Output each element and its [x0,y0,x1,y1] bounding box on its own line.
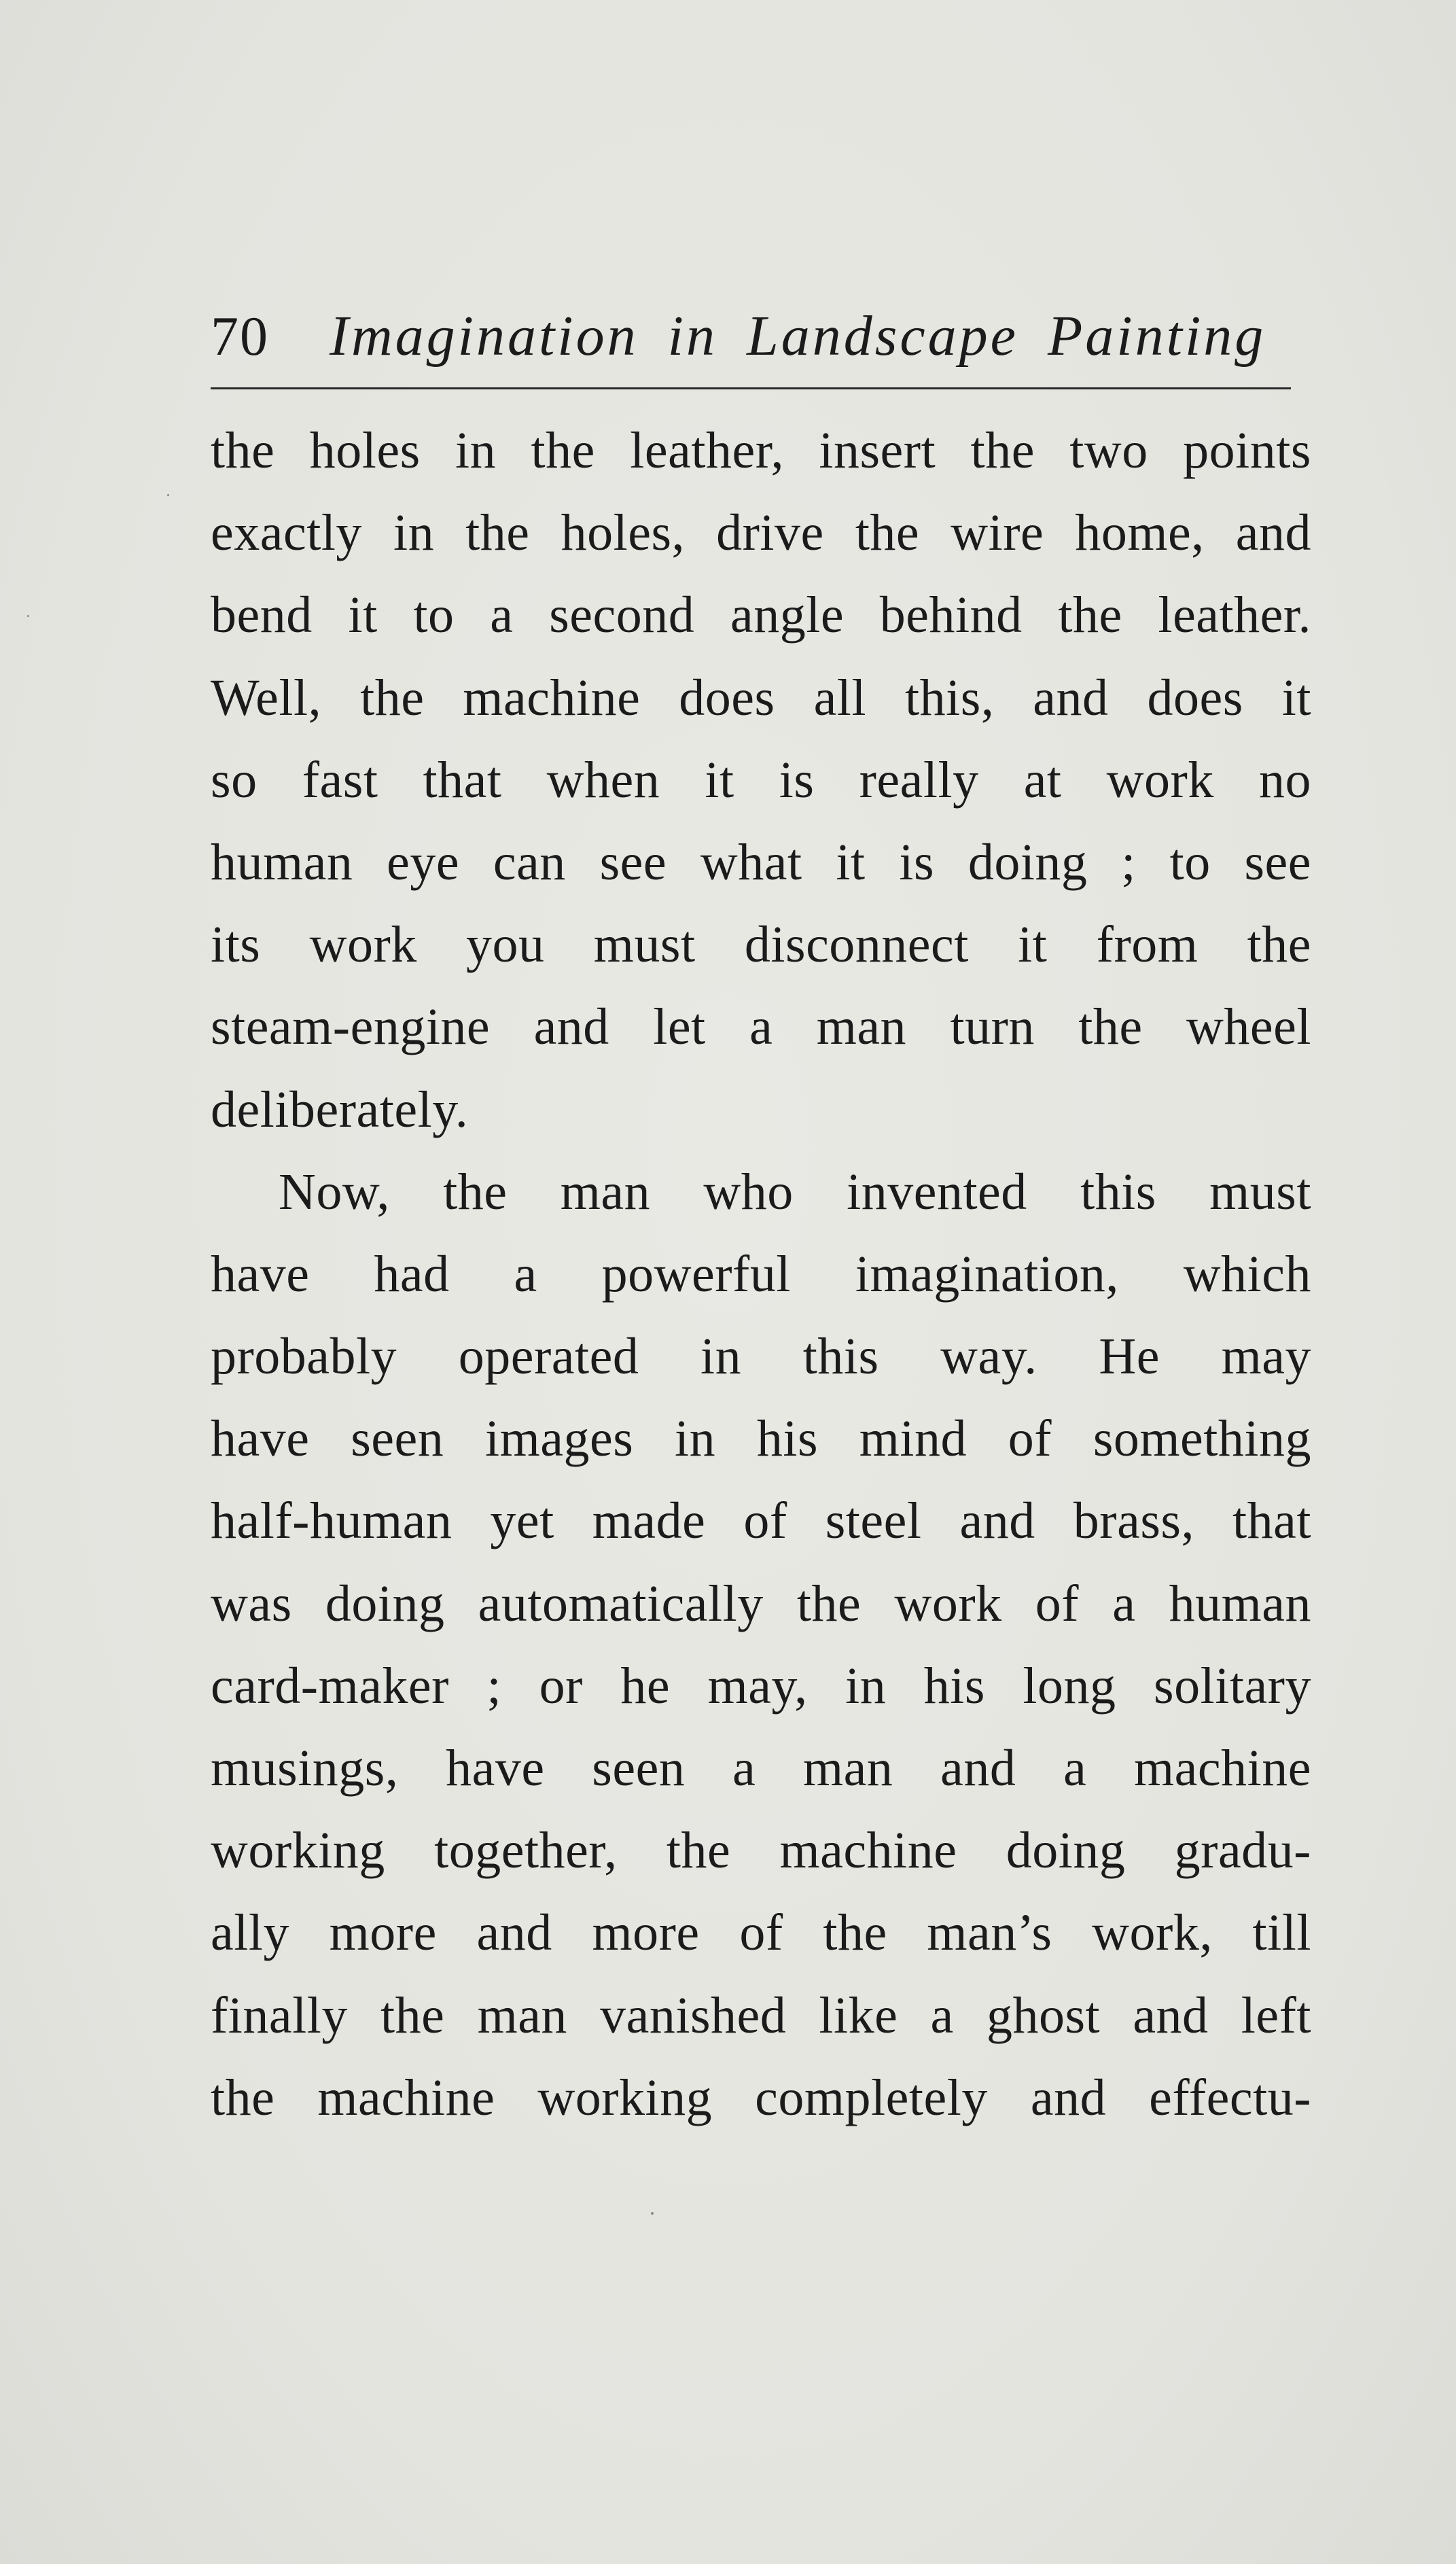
text-line: ally more and more of the man’s work, till [211,1904,1311,1962]
text-line: card-maker ; or he may, in his long solitary [211,1657,1311,1715]
text-line: so fast that when it is really at work no [211,751,1311,809]
text-line: Well, the machine does all this, and does it [211,669,1311,726]
text-line: probably operated in this way. He may [211,1328,1311,1386]
text-line: the machine working completely and effectu- [211,2069,1311,2126]
paper-speck [167,494,169,496]
text-line: deliberately. [211,1081,469,1138]
paper-speck [27,615,29,617]
text-line: bend it to a second angle behind the leather. [211,586,1311,644]
text-line: its work you must disconnect it from the [211,916,1311,974]
text-line: was doing automatically the work of a human [211,1575,1311,1632]
paper-speck [651,2212,654,2215]
text-line: the holes in the leather, insert the two points [211,422,1311,479]
text-line: have had a powerful imagination, which [211,1245,1311,1303]
running-title: Imagination in Landscape Painting [330,304,1266,368]
text-line: finally the man vanished like a ghost and left [211,1986,1311,2044]
text-line: have seen images in his mind of something [211,1410,1311,1468]
text-line: Now, the man who invented this must [279,1163,1311,1220]
text-line: steam-engine and let a man turn the wheel [211,998,1311,1056]
text-line: half-human yet made of steel and brass, that [211,1492,1311,1550]
page-number: 70 [211,305,269,367]
header-rule [211,387,1291,389]
text-line: musings, have seen a man and a machine [211,1740,1311,1797]
page-header [211,299,1291,381]
text-line: working together, the machine doing gradu- [211,1822,1311,1880]
text-line: human eye can see what it is doing ; to see [211,833,1311,891]
text-line: exactly in the holes, drive the wire home, and [211,504,1311,562]
body-text [211,410,1311,2139]
